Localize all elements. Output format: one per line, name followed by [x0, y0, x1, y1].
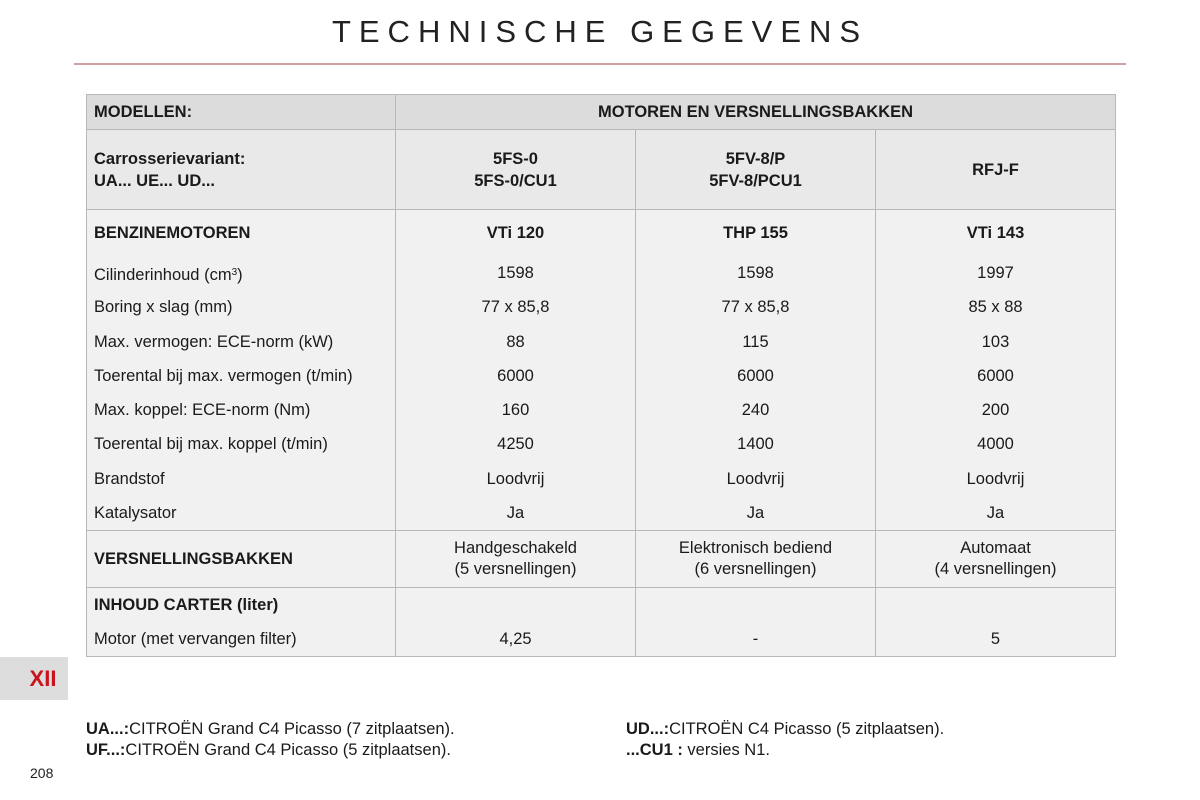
page-title: TECHNISCHE GEGEVENS — [331, 14, 869, 49]
power-rpm-col1: 6000 — [497, 366, 534, 385]
table-header-row — [87, 95, 1116, 130]
fuel-col1: Loodvrij — [486, 469, 545, 488]
catalyst-col1: Ja — [506, 504, 525, 523]
catalyst-col2: Ja — [746, 504, 765, 523]
engine-code-col1-line1: 5FS-0 — [493, 149, 538, 168]
oil-capacity-labels — [87, 588, 396, 657]
footnote-cu1-code: ...CU1 : — [626, 741, 683, 759]
gearbox-label: VERSNELLINGSBAKKEN — [87, 531, 396, 588]
gearbox-col3 — [876, 531, 1116, 588]
footnote-uf-code: UF...: — [86, 741, 126, 759]
body-variant-row — [87, 130, 1116, 210]
bore-stroke-col1: 77 x 85,8 — [481, 298, 550, 317]
torque-rpm-col2: 1400 — [737, 435, 774, 454]
technical-specs-table — [86, 94, 1116, 657]
fuel-label: Brandstof — [94, 469, 165, 488]
petrol-values-col2 — [636, 210, 876, 531]
max-torque-col3: 200 — [981, 401, 1010, 420]
footnotes-right — [626, 719, 944, 761]
engine-name-col1: VTi 120 — [486, 224, 545, 242]
footnote-ua-code: UA...: — [86, 720, 130, 738]
footnote-ua — [86, 719, 455, 740]
petrol-engines-heading: BENZINEMOTOREN — [94, 224, 251, 242]
oil-capacity-value-col2: - — [752, 630, 759, 649]
engine-code-col2 — [636, 130, 876, 210]
gearbox-col1-type: Handgeschakeld — [454, 539, 577, 558]
gearbox-col3-type: Automaat — [960, 539, 1031, 558]
body-variant-label-line1: Carrosserievariant: — [94, 149, 246, 168]
footnote-uf — [86, 740, 455, 761]
gearbox-row — [87, 531, 1116, 588]
body-variant-label — [87, 130, 396, 210]
catalyst-col3: Ja — [986, 504, 1005, 523]
power-rpm-label: Toerental bij max. vermogen (t/min) — [94, 366, 353, 385]
displacement-label — [94, 256, 395, 290]
engine-code-col2-line1: 5FV-8/P — [725, 149, 786, 168]
gearbox-col2-type: Elektronisch bediend — [678, 539, 833, 558]
catalyst-label: Katalysator — [94, 504, 177, 523]
fuel-col3: Loodvrij — [966, 469, 1025, 488]
engine-code-col1-line2: 5FS-0/CU1 — [474, 171, 557, 190]
gearbox-col3-gears: (4 versnellingen) — [934, 560, 1057, 579]
max-power-label: Max. vermogen: ECE-norm (kW) — [94, 332, 334, 351]
oil-capacity-col3 — [876, 588, 1116, 657]
footnote-cu1 — [626, 740, 944, 761]
max-power-col1: 88 — [506, 332, 525, 351]
engine-code-col1 — [396, 130, 636, 210]
title-divider — [74, 63, 1126, 65]
gearbox-col2-gears: (6 versnellingen) — [694, 560, 817, 579]
petrol-labels-cell — [87, 210, 396, 531]
oil-capacity-value-col1: 4,25 — [499, 630, 532, 649]
displacement-col3: 1997 — [977, 264, 1014, 282]
power-rpm-col3: 6000 — [977, 366, 1014, 385]
bore-stroke-label: Boring x slag (mm) — [94, 298, 233, 317]
gearbox-col1-gears: (5 versnellingen) — [454, 560, 577, 579]
displacement-superscript: 3 — [231, 267, 238, 278]
torque-rpm-col1: 4250 — [497, 435, 534, 454]
oil-capacity-value-col3: 5 — [990, 630, 1001, 649]
torque-rpm-label: Toerental bij max. koppel (t/min) — [94, 435, 328, 454]
models-header: MODELLEN: — [87, 95, 396, 130]
oil-capacity-col1 — [396, 588, 636, 657]
footnote-uf-text: CITROËN Grand C4 Picasso (5 zitplaatsen). — [125, 741, 451, 759]
footnote-ud — [626, 719, 944, 740]
engine-code-col3: RFJ-F — [876, 130, 1116, 210]
displacement-label-text: Cilinderinhoud (cm — [94, 266, 232, 284]
displacement-col1: 1598 — [497, 264, 534, 282]
max-power-col2: 115 — [742, 332, 769, 351]
footnote-ud-text: CITROËN C4 Picasso (5 zitplaatsen). — [669, 720, 945, 738]
max-torque-label: Max. koppel: ECE-norm (Nm) — [94, 401, 311, 420]
oil-capacity-row — [87, 588, 1116, 657]
body-variant-label-line2: UA... UE... UD... — [94, 171, 216, 190]
oil-capacity-heading: INHOUD CARTER (liter) — [94, 596, 279, 615]
engine-name-col2: THP 155 — [723, 224, 788, 242]
bore-stroke-col3: 85 x 88 — [968, 298, 1023, 317]
footnote-cu1-text: versies N1. — [682, 741, 770, 759]
footnotes-left — [86, 719, 455, 761]
power-rpm-col2: 6000 — [737, 366, 774, 385]
oil-with-filter-label: Motor (met vervangen filter) — [94, 630, 297, 649]
footnote-ua-text: CITROËN Grand C4 Picasso (7 zitplaatsen). — [129, 720, 455, 738]
footnote-ud-code: UD...: — [626, 720, 670, 738]
engine-code-col2-line2: 5FV-8/PCU1 — [709, 171, 802, 190]
petrol-values-col1 — [396, 210, 636, 531]
bore-stroke-col2: 77 x 85,8 — [721, 298, 790, 317]
torque-rpm-col3: 4000 — [977, 435, 1014, 454]
gearbox-col1 — [396, 531, 636, 588]
engines-gearboxes-header: MOTOREN EN VERSNELLINGSBAKKEN — [396, 95, 1116, 130]
max-torque-col1: 160 — [501, 401, 530, 420]
petrol-values-col3 — [876, 210, 1116, 531]
page-number: 208 — [30, 765, 54, 781]
fuel-col2: Loodvrij — [726, 469, 785, 488]
engine-name-col3: VTi 143 — [966, 224, 1025, 242]
displacement-col2: 1598 — [737, 264, 774, 282]
gearbox-col2 — [636, 531, 876, 588]
max-torque-col2: 240 — [741, 401, 770, 420]
chapter-tab: XII — [0, 657, 68, 700]
max-power-col3: 103 — [981, 332, 1010, 351]
petrol-engines-block — [87, 210, 1116, 531]
displacement-label-suffix: ) — [237, 266, 243, 284]
oil-capacity-col2 — [636, 588, 876, 657]
